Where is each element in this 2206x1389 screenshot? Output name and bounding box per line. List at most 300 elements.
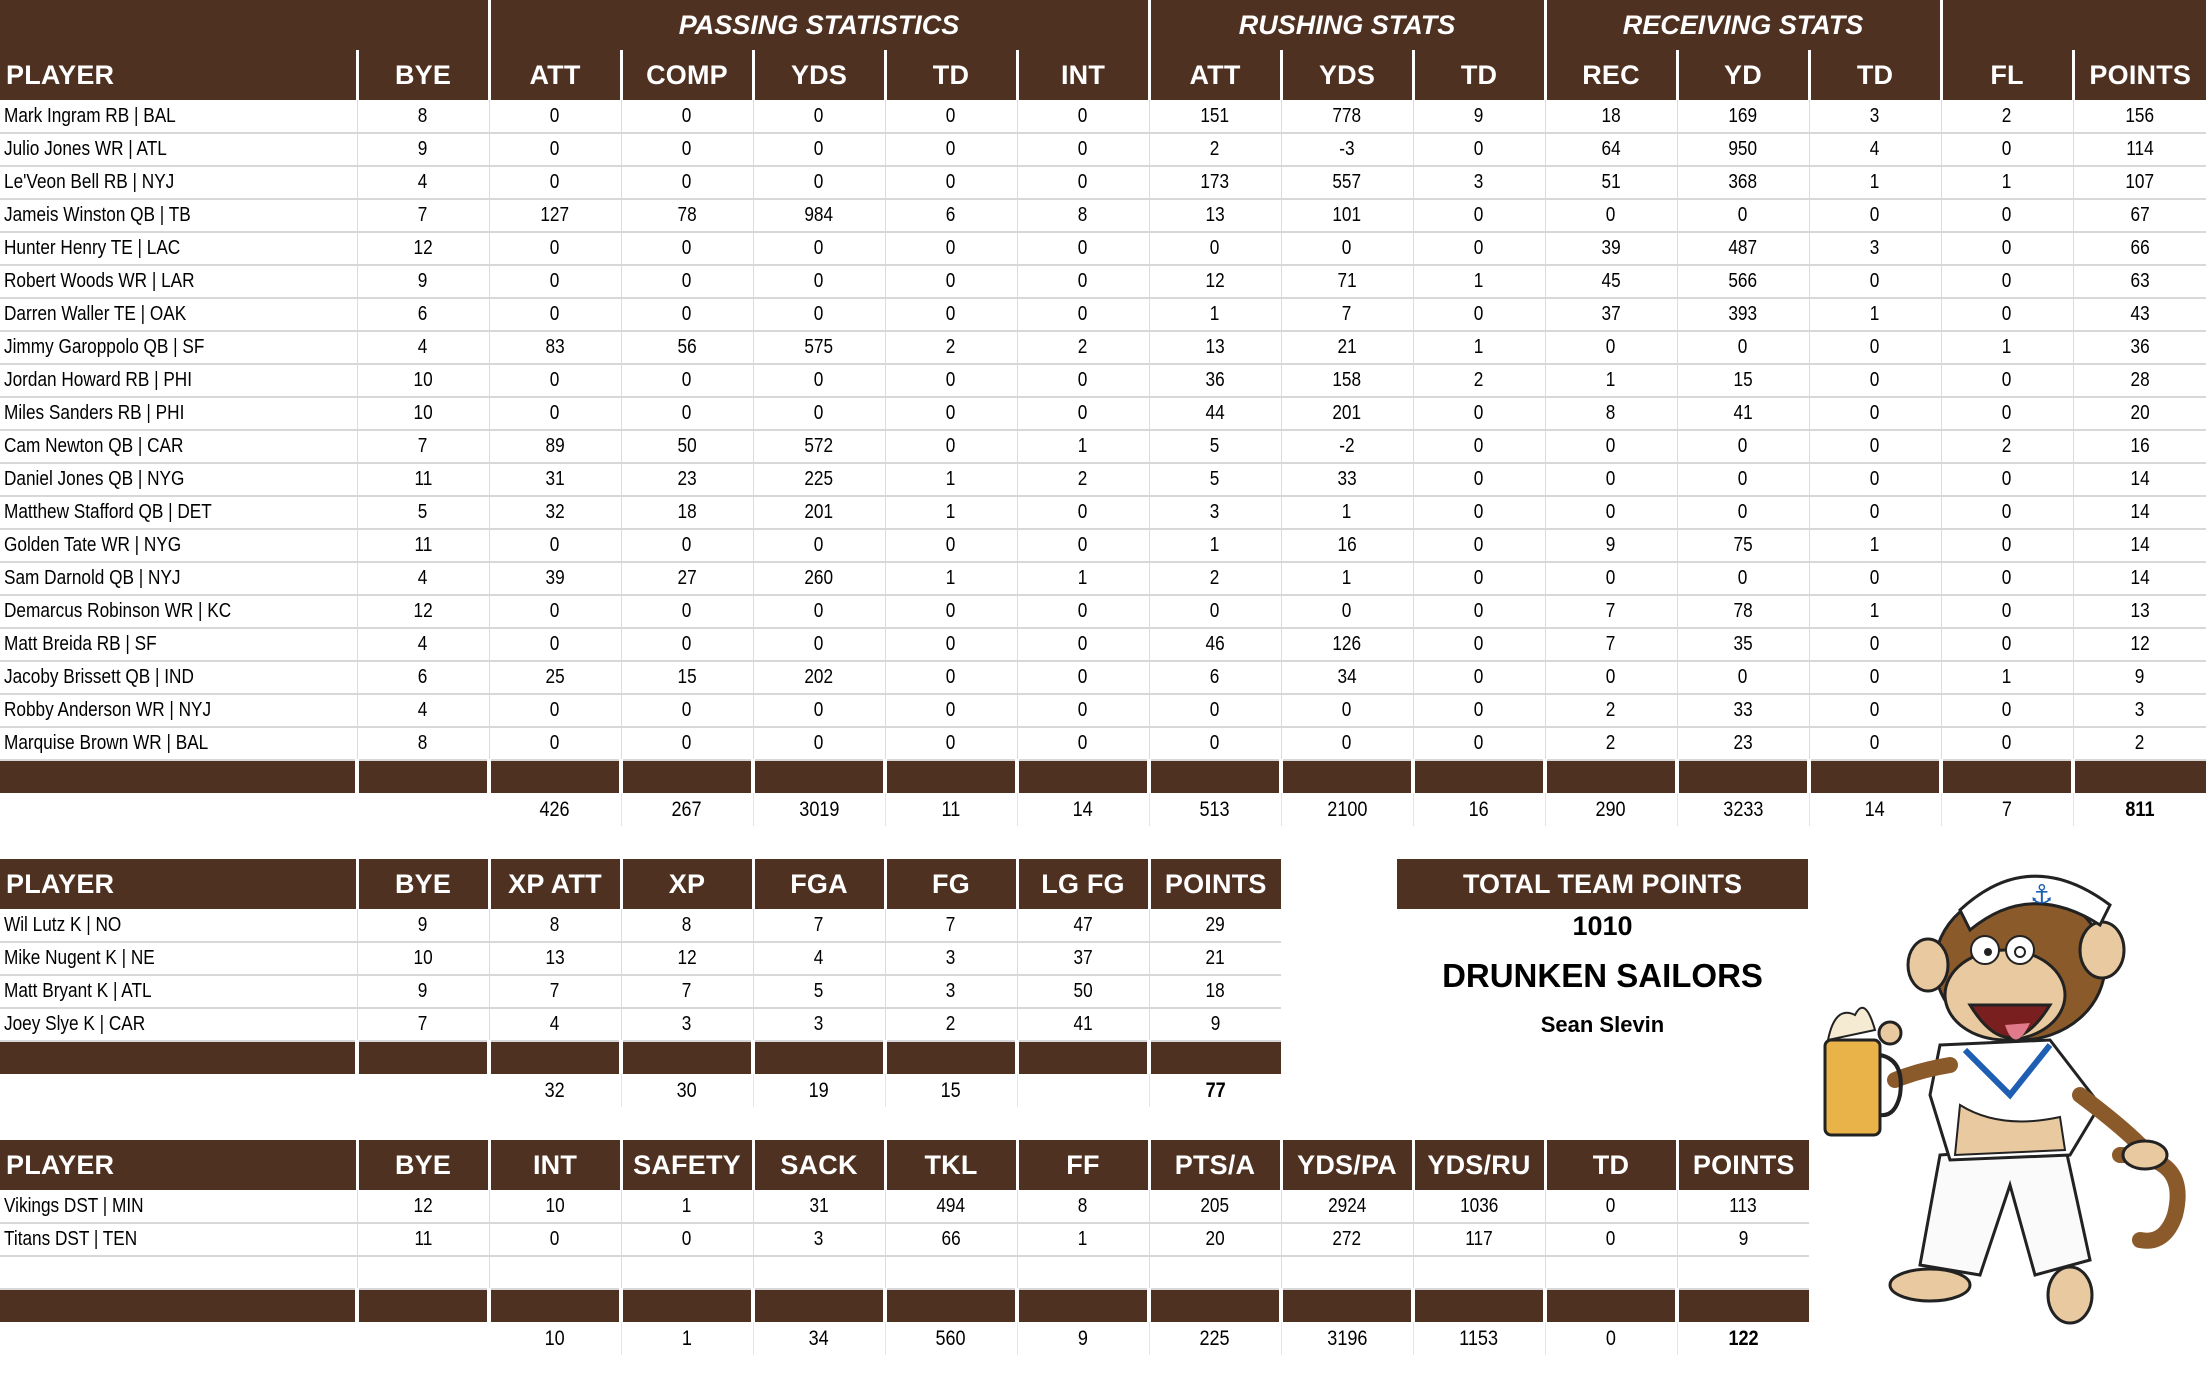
stat-cell [1941, 133, 2073, 166]
total-cell [885, 1322, 1017, 1355]
stat-value: 78 [677, 204, 697, 226]
stat-value: 0 [1870, 435, 1880, 457]
stat-value: 0 [550, 633, 560, 655]
stat-cell [1017, 331, 1149, 364]
stat-cell [1941, 562, 2073, 595]
empty-cell [357, 1256, 489, 1289]
stat-cell [1677, 727, 1809, 760]
stat-value: 1 [946, 501, 956, 523]
stat-value: 0 [1078, 666, 1088, 688]
stat-cell [1809, 430, 1941, 463]
total-value: 0 [1605, 1326, 1617, 1350]
stat-value: 0 [1870, 369, 1880, 391]
stat-cell [621, 1008, 753, 1041]
stat-cell [357, 265, 489, 298]
column-header-yd: YD [1677, 50, 1809, 100]
stat-value: 0 [550, 534, 560, 556]
stat-cell [1413, 232, 1545, 265]
column-header-td: TD [1413, 50, 1545, 100]
stat-cell [1017, 166, 1149, 199]
stat-cell [1545, 397, 1677, 430]
stat-cell [2073, 397, 2206, 430]
stat-cell [1413, 529, 1545, 562]
group-header-receiving: RECEIVING STATS [1545, 0, 1941, 50]
stat-cell [1281, 463, 1413, 496]
stat-cell [1281, 628, 1413, 661]
stat-value: 3 [1210, 501, 1220, 523]
column-header-att: ATT [1149, 50, 1281, 100]
table-row [0, 232, 2206, 265]
stat-value: 11 [414, 468, 432, 490]
group-header-rushing: RUSHING STATS [1149, 0, 1545, 50]
stat-value: 778 [1332, 104, 1362, 127]
stat-cell [2073, 463, 2206, 496]
table-row [0, 595, 2206, 628]
player-name-cell [0, 595, 357, 628]
stat-value: 0 [550, 600, 560, 622]
table-row [0, 430, 2206, 463]
stat-value: 9 [1606, 534, 1616, 556]
stat-value: 36 [1205, 369, 1225, 391]
stat-cell [489, 595, 621, 628]
stat-cell [489, 397, 621, 430]
stat-value: 3 [946, 947, 956, 969]
stat-value: 2 [1078, 468, 1088, 490]
stat-cell [1545, 496, 1677, 529]
stat-value: 272 [1332, 1228, 1362, 1250]
total-team-points-value: 1010 [1572, 911, 1633, 941]
stat-value: 0 [1606, 204, 1616, 226]
stat-value: 0 [682, 270, 692, 292]
stat-value: 7 [682, 980, 692, 1002]
stat-cell [753, 694, 885, 727]
stat-cell [1149, 1190, 1281, 1223]
stat-cell [753, 595, 885, 628]
stat-cell [1677, 430, 1809, 463]
stat-value: 7 [550, 980, 560, 1002]
stat-cell [1149, 298, 1281, 331]
column-header-safety: SAFETY [621, 1140, 753, 1190]
separator-cell [753, 1289, 885, 1322]
player-name: Cam Newton QB | CAR [4, 435, 184, 457]
stat-value: 15 [1733, 369, 1753, 391]
player-name: Mike Nugent K | NE [4, 947, 155, 969]
stat-cell [1941, 199, 2073, 232]
stat-value: 0 [1078, 237, 1088, 259]
stat-cell [357, 1190, 489, 1223]
stat-value: 117 [1465, 1228, 1493, 1250]
table-row [0, 661, 2206, 694]
stat-value: 0 [1738, 204, 1748, 226]
stat-value: 0 [1078, 600, 1088, 622]
stat-value: 13 [1205, 204, 1225, 226]
empty-cell [885, 1256, 1017, 1289]
player-name: Matt Bryant K | ATL [4, 980, 152, 1002]
stat-cell [621, 364, 753, 397]
stat-cell [1017, 496, 1149, 529]
stat-cell [753, 942, 885, 975]
total-value: 811 [2125, 797, 2155, 821]
stat-cell [489, 1190, 621, 1223]
stat-cell [357, 430, 489, 463]
stat-cell [2073, 496, 2206, 529]
player-name-cell [0, 265, 357, 298]
stat-cell [1413, 1190, 1545, 1223]
stat-cell [885, 298, 1017, 331]
stat-cell [2073, 166, 2206, 199]
total-points-cell [2073, 793, 2206, 826]
stat-value: 0 [1474, 468, 1484, 490]
stat-cell [1281, 298, 1413, 331]
stat-value: 0 [946, 633, 956, 655]
stat-value: 0 [1474, 237, 1484, 259]
total-value: 9 [1077, 1326, 1089, 1350]
stat-cell [621, 1190, 753, 1223]
separator-cell [1677, 760, 1809, 793]
column-header-points: POINTS [1149, 859, 1281, 909]
stat-cell [1809, 628, 1941, 661]
stat-cell [2073, 529, 2206, 562]
stat-value: 0 [2002, 270, 2012, 292]
stat-value: 572 [804, 435, 834, 457]
stat-cell [885, 100, 1017, 133]
column-header-player: PLAYER [0, 859, 357, 909]
stat-value: 25 [545, 666, 565, 688]
stat-value: 1 [682, 1194, 692, 1217]
stat-value: 13 [1205, 336, 1225, 358]
stat-value: 7 [1342, 303, 1352, 325]
stat-cell [357, 463, 489, 496]
stat-value: 0 [1606, 336, 1616, 358]
stat-value: 0 [1210, 732, 1220, 754]
stat-value: 1 [1870, 171, 1880, 193]
stat-cell [885, 133, 1017, 166]
stat-cell [489, 265, 621, 298]
stat-cell [885, 331, 1017, 364]
stat-cell [357, 133, 489, 166]
stat-cell [1677, 331, 1809, 364]
stat-value: 13 [545, 947, 565, 969]
stat-value: 10 [545, 1194, 565, 1217]
stat-value: 0 [1474, 699, 1484, 721]
stat-cell [357, 694, 489, 727]
stat-value: 1 [1474, 336, 1484, 358]
stat-cell [1809, 133, 1941, 166]
stat-value: 8 [550, 913, 560, 936]
defense-column-header-row [0, 1140, 1809, 1190]
kicker-stats-table [0, 859, 1281, 1107]
empty-cell [1677, 1256, 1809, 1289]
stat-cell [1281, 727, 1413, 760]
player-name: Marquise Brown WR | BAL [4, 732, 209, 754]
stat-value: 0 [1606, 435, 1616, 457]
stat-value: 201 [1332, 402, 1362, 424]
stat-value: 0 [550, 1228, 560, 1250]
stat-value: 43 [2130, 303, 2150, 325]
separator-cell [885, 1041, 1017, 1074]
stat-cell [753, 975, 885, 1008]
stat-cell [357, 529, 489, 562]
empty-cell [489, 1256, 621, 1289]
stat-cell [2073, 232, 2206, 265]
stat-cell [885, 364, 1017, 397]
stat-value: 0 [1474, 204, 1484, 226]
stat-value: 0 [1606, 468, 1616, 490]
total-cell [885, 1074, 1017, 1107]
stat-value: 0 [1474, 732, 1484, 754]
stat-value: 15 [677, 666, 697, 688]
stat-cell [1281, 265, 1413, 298]
stat-cell [885, 265, 1017, 298]
column-header-fl: FL [1941, 50, 2073, 100]
stat-cell [621, 562, 753, 595]
column-header-xp: XP [621, 859, 753, 909]
stat-cell [1545, 199, 1677, 232]
stat-value: 151 [1200, 104, 1230, 127]
stat-value: 1 [946, 567, 956, 589]
stat-cell [1413, 397, 1545, 430]
stat-value: 12 [2130, 633, 2150, 655]
separator-cell [1941, 760, 2073, 793]
stat-value: 9 [2134, 666, 2145, 688]
stat-value: 16 [2130, 435, 2150, 457]
stat-value: 7 [814, 913, 824, 936]
stat-value: 6 [418, 666, 428, 688]
stat-value: 33 [1733, 699, 1753, 721]
stat-value: 2 [1606, 699, 1616, 721]
total-cell [0, 1322, 357, 1355]
player-name: Wil Lutz K | NO [4, 913, 122, 936]
player-name: Mark Ingram RB | BAL [4, 104, 176, 127]
stat-cell [489, 364, 621, 397]
stat-cell [885, 975, 1017, 1008]
stat-value: 0 [2002, 501, 2012, 523]
stat-value: 0 [1078, 633, 1088, 655]
stat-cell [1545, 1223, 1677, 1256]
total-value: 34 [808, 1326, 830, 1350]
stat-cell [1677, 463, 1809, 496]
stat-value: 78 [1733, 600, 1753, 622]
stat-value: 494 [936, 1194, 966, 1217]
stat-cell [621, 595, 753, 628]
stat-value: 83 [545, 336, 565, 358]
stat-cell [1677, 562, 1809, 595]
stat-cell [1809, 562, 1941, 595]
stat-cell [1941, 100, 2073, 133]
stat-value: 3 [946, 980, 956, 1002]
player-name-cell [0, 975, 357, 1008]
stat-cell [357, 975, 489, 1008]
stat-cell [753, 232, 885, 265]
stat-value: 113 [1729, 1194, 1757, 1217]
separator-cell [1149, 760, 1281, 793]
player-name: Matthew Stafford QB | DET [4, 501, 212, 523]
total-value: 2100 [1326, 797, 1368, 821]
stat-value: 12 [1205, 270, 1225, 292]
stat-value: 5 [1210, 435, 1220, 457]
total-value: 19 [808, 1078, 830, 1102]
separator-cell [1017, 760, 1149, 793]
kicker-column-header-row [0, 859, 1281, 909]
stat-value: 0 [682, 699, 692, 721]
stat-value: 64 [1601, 138, 1621, 160]
stat-value: 1 [946, 468, 956, 490]
stat-value: 557 [1332, 171, 1362, 193]
stat-cell [1677, 232, 1809, 265]
stat-value: 14 [2130, 567, 2150, 589]
separator-cell [357, 1289, 489, 1322]
stat-cell [885, 199, 1017, 232]
stat-cell [1677, 166, 1809, 199]
table-row [0, 265, 2206, 298]
table-row [0, 397, 2206, 430]
stat-value: 0 [1474, 435, 1484, 457]
stat-value: 368 [1728, 171, 1758, 193]
stat-value: 4 [814, 947, 824, 969]
stat-cell [1017, 100, 1149, 133]
column-header-yds: YDS [753, 50, 885, 100]
stat-cell [1017, 463, 1149, 496]
total-value: 16 [1468, 797, 1490, 821]
stat-value: 63 [2130, 270, 2150, 292]
stat-cell [753, 909, 885, 942]
player-name: Julio Jones WR | ATL [4, 138, 167, 160]
stat-cell [1017, 232, 1149, 265]
stat-cell [489, 727, 621, 760]
stat-value: 0 [1738, 501, 1748, 523]
total-value: 32 [544, 1078, 565, 1102]
stat-cell [1545, 364, 1677, 397]
stat-cell [621, 727, 753, 760]
stat-value: 0 [2002, 468, 2012, 490]
group-header-blank [0, 0, 489, 50]
stat-cell [885, 529, 1017, 562]
column-header-int: INT [1017, 50, 1149, 100]
group-header-row [0, 0, 2206, 50]
table-row [0, 298, 2206, 331]
owner-name: Sean Slevin [1540, 1012, 1665, 1037]
column-header-rec: REC [1545, 50, 1677, 100]
player-name-cell [0, 1223, 357, 1256]
total-value: 10 [544, 1326, 565, 1350]
stat-cell [489, 100, 621, 133]
stat-value: 0 [814, 402, 824, 424]
stat-cell [357, 199, 489, 232]
stat-cell [1017, 1190, 1149, 1223]
stat-cell [1809, 298, 1941, 331]
stat-value: 0 [1870, 501, 1880, 523]
stat-cell [1809, 595, 1941, 628]
total-cell [357, 793, 489, 826]
stat-value: 12 [413, 600, 433, 622]
stat-value: 1 [1342, 501, 1352, 523]
stat-cell [357, 595, 489, 628]
total-cell [357, 1322, 489, 1355]
stat-cell [1545, 166, 1677, 199]
stat-value: 0 [1870, 666, 1880, 688]
total-value: 513 [1199, 797, 1231, 821]
stat-value: 0 [1078, 270, 1088, 292]
player-name-cell [0, 298, 357, 331]
stat-cell [1281, 694, 1413, 727]
stat-value: 11 [414, 1228, 432, 1250]
column-header-bye: BYE [357, 859, 489, 909]
stat-value: 0 [1870, 270, 1880, 292]
stat-value: 0 [2002, 369, 2012, 391]
stat-cell [1149, 265, 1281, 298]
stat-cell [1281, 661, 1413, 694]
total-cell [1281, 1322, 1413, 1355]
column-header-att: ATT [489, 50, 621, 100]
stat-value: 0 [1342, 699, 1352, 721]
stat-value: 41 [1733, 402, 1753, 424]
stat-value: 487 [1728, 237, 1758, 259]
stat-cell [1017, 727, 1149, 760]
stat-value: 2 [1474, 369, 1484, 391]
stat-value: 4 [418, 699, 428, 721]
stat-value: 0 [1474, 666, 1484, 688]
player-name: Daniel Jones QB | NYG [4, 468, 185, 490]
stat-cell [1149, 232, 1281, 265]
stat-value: 7 [418, 435, 428, 457]
stat-cell [489, 661, 621, 694]
stat-value: 89 [545, 435, 565, 457]
stat-value: 9 [418, 270, 428, 292]
total-cell [621, 1322, 753, 1355]
stat-cell [621, 628, 753, 661]
stat-cell [1017, 265, 1149, 298]
stat-value: 32 [545, 501, 565, 523]
stat-value: 56 [677, 336, 697, 358]
separator-cell [1149, 1041, 1281, 1074]
stat-cell [1413, 265, 1545, 298]
stat-value: 0 [1210, 699, 1220, 721]
stat-cell [1281, 100, 1413, 133]
empty-cell [1281, 1256, 1413, 1289]
stat-value: 566 [1728, 270, 1758, 292]
stat-value: 0 [682, 369, 692, 391]
stat-value: 0 [946, 534, 956, 556]
separator-cell [885, 760, 1017, 793]
stat-value: 0 [1606, 567, 1616, 589]
separator-bar [0, 760, 2206, 793]
stat-value: 6 [1210, 666, 1220, 688]
stat-cell [1149, 1223, 1281, 1256]
table-row [0, 529, 2206, 562]
stat-value: 2 [2134, 732, 2145, 754]
stat-cell [489, 166, 621, 199]
stat-value: 1 [1870, 600, 1880, 622]
stat-cell [1809, 265, 1941, 298]
stat-cell [885, 628, 1017, 661]
column-header-td: TD [885, 50, 1017, 100]
stat-value: 0 [550, 699, 560, 721]
stat-value: 0 [946, 402, 956, 424]
player-name: Hunter Henry TE | LAC [4, 237, 181, 259]
stat-cell [489, 1008, 621, 1041]
table-row [0, 1223, 1809, 1256]
stat-value: 0 [1474, 633, 1484, 655]
stat-value: 50 [1073, 980, 1093, 1002]
stat-value: 0 [814, 303, 824, 325]
stat-cell [1545, 133, 1677, 166]
column-header-bye: BYE [357, 1140, 489, 1190]
stat-cell [1281, 364, 1413, 397]
stat-value: 23 [1733, 732, 1753, 754]
stat-value: 3 [1870, 237, 1880, 259]
stat-cell [1413, 496, 1545, 529]
stat-value: 0 [814, 270, 824, 292]
